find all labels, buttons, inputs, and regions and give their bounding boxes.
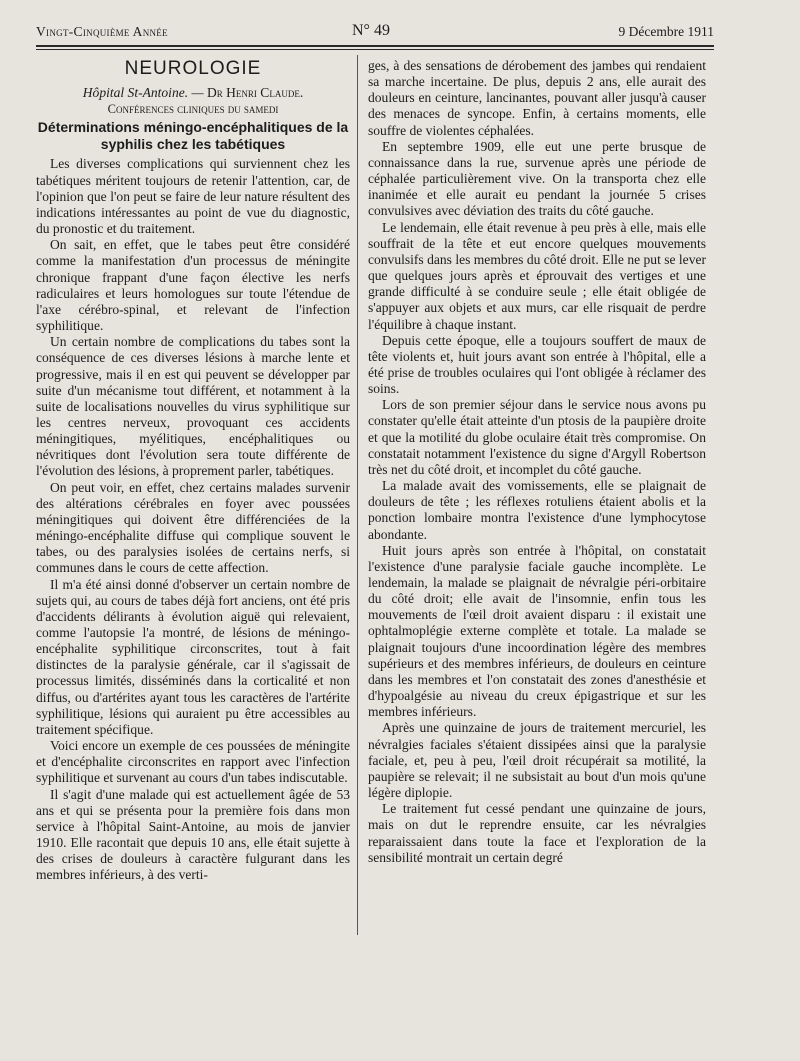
- paragraph: La malade avait des vomissements, elle se plaignait de douleurs de tête ; les réflexes rotuliens étaient abolis et la ponction lombaire montra l'existence d'une lymphocytose abondante.: [368, 478, 706, 542]
- left-column: [36, 58, 350, 884]
- paragraph: On sait, en effet, que le tabes peut être considéré comme la manifestation d'un processus de méningite chronique frappant d'une façon élective les nerfs radiculaires et leurs homologues sur toute l'étendue de l'axe cérébro-spinal, et relevant de l'infection syphilitique.: [36, 237, 350, 334]
- paragraph: Il s'agit d'une malade qui est actuellement âgée de 53 ans et qui se présenta pour la première fois dans mon service à l'hôpital Saint-Antoine, au mois de janvier 1910. Elle racontait que depuis 10 ans, elle était sujette à des crises de douleurs à caractère fulgurant dans les membres inférieurs, à des verti-: [36, 786, 350, 883]
- header-rule: [36, 45, 714, 47]
- header-date: 9 Décembre 1911: [618, 24, 714, 39]
- header-year: Vingt-Cinquième Année: [36, 24, 168, 39]
- paragraph: Huit jours après son entrée à l'hôpital, on constatait l'existence d'une paralysie faciale gauche incomplète. Le lendemain, la malade se plaignait de névralgie péri-orbitaire du côté droit; elle avait de l'insomnie, enfin tous les mouvements de l'œil droit avaient disparu : il existait une ophtalmoplégie externe complète et totale. La malade se plaignait toujours d'une incoordination légère des membres supérieurs et des membres inférieurs, de douleurs en ceinture dans les membres et l'on constatait des zones d'anesthésie et d'hypoalgésie au niveau du creux épigastrique et sur les membres inférieurs.: [368, 542, 706, 720]
- paragraph: Le traitement fut cessé pendant une quinzaine de jours, mais on dut le reprendre ensuite, car les névralgies reparaissaient dans toute la face et l'exploration de la sensibilité montrait un certain degré: [368, 801, 706, 865]
- right-column: [368, 58, 706, 866]
- paragraph: Les diverses complications qui surviennent chez les tabétiques méritent toujours de retenir l'attention, car, de l'opinion que l'on peut se faire de leur nature résultent des indications intéressantes au point de vue du diagnostic, du pronostic et du traitement.: [36, 156, 350, 237]
- paragraph: Après une quinzaine de jours de traitement mercuriel, les névralgies faciales s'étaient dissipées ainsi que la paralysie faciale, et, peu à peu, l'œil droit récupérait sa motilité, la paupière se relevait; il ne subsistait au bout d'un mois qu'une légère diplopie.: [368, 720, 706, 801]
- section-title: NEUROLOGIE: [124, 58, 262, 79]
- paragraph-continued: ges, à des sensations de dérobement des jambes qui rendaient sa marche incertaine. De plus, depuis 2 ans, elle aurait des douleurs en ceinture, lancinantes, pouvant aller jusqu'à causer des menaces de syncope. Enfin, à certains moments, elle souffre de violentes céphalées.: [368, 58, 706, 138]
- paragraph: En septembre 1909, elle eut une perte brusque de connaissance dans la rue, survenue après une période de céphalée particulièrement vive. On la transporta chez elle inanimée et elle aurait eu pendant la journée 5 crises convulsives avec déviation des traits du côté gauche.: [368, 138, 706, 219]
- article-title: Déterminations méningo-encéphalitiques de la syphilis chez les tabétiques: [37, 119, 349, 152]
- conference-subtitle: Conférences cliniques du samedi: [107, 102, 279, 117]
- paragraph: Lors de son premier séjour dans le service nous avons pu constater qu'elle était atteinte d'un ptosis de la paupière droite et que la motilité du globe oculaire était très compromise. On constatait notamment l'existence du signe d'Argyll Robertson très net du côté droit, et incomplet du côté gauche.: [368, 397, 706, 477]
- paragraph: Il m'a été ainsi donné d'observer un certain nombre de sujets qui, au cours de tabes déjà fort anciens, ont été pris d'accidents délirants à évolution aiguë qui relevaient, comme l'autopsie l'a montré, de lésions de méningo-encéphalite syphilitique circonscrites, tout à fait distinctes de la paralysie générale, car il s'agissait de processus limités, disséminés dans la corticalité et non diffus, ou d'artérites ayant tous les caractères de l'artérite syphilitique, lésions qui auraient pu être accessibles au traitement spécifique.: [36, 576, 350, 737]
- page-header: [36, 22, 714, 44]
- paragraph: Le lendemain, elle était revenue à peu près à elle, mais elle souffrait de la tête et eut encore quelques mouvements convulsifs dans les membres du côté droit. Elle ne put se lever que quelques jours après et éprouvait des vertiges et une grande difficulté à se conduire seule ; elle était obligée de s'appuyer aux objets et aux murs, car elle risquait de perdre l'équilibre à chaque instant.: [368, 219, 706, 332]
- paragraph: Depuis cette époque, elle a toujours souffert de maux de tête violents et, huit jours avant son entrée à l'hôpital, elle a été prise de troubles oculaires qui l'ont obligée à réclamer des soins.: [368, 332, 706, 397]
- byline-hospital: Hôpital St-Antoine.: [82, 85, 189, 101]
- column-divider: [357, 55, 358, 935]
- byline: [36, 85, 350, 101]
- byline-dash: —: [188, 85, 207, 101]
- header-rule-thin: [36, 49, 714, 50]
- header-issue-number: N° 49: [352, 22, 390, 39]
- paragraph: Voici encore un exemple de ces poussées de méningite et d'encéphalite circonscrites en rapport avec l'infection syphilitique et survenant au cours d'un tabes indiscutable.: [36, 738, 350, 786]
- paragraph: Un certain nombre de complications du tabes sont la conséquence de ces diverses lésions à marche lente et progressive, mais il en est qui peuvent se développer par suite d'un mécanisme tout différent, et notamment à la suite de localisations nouvelles du virus syphilitique sur les centres nerveux, provoquant ces accidents méningitiques, myélitiques, encéphalitiques ou névritiques dont l'évolution sera toute différente de l'évolution des lésions, à proprement parler, tabétiques.: [36, 334, 350, 479]
- paragraph: On peut voir, en effet, chez certains malades survenir des altérations cérébrales en foyer avec poussées méningitiques qui doivent être différenciées de la méningo-encéphalite diffuse qui complique souvent le tabes, ou des paralysies isolées de certains nerfs, si communes dans le cours de cette affection.: [36, 479, 350, 576]
- byline-author: Dr Henri Claude.: [206, 85, 304, 101]
